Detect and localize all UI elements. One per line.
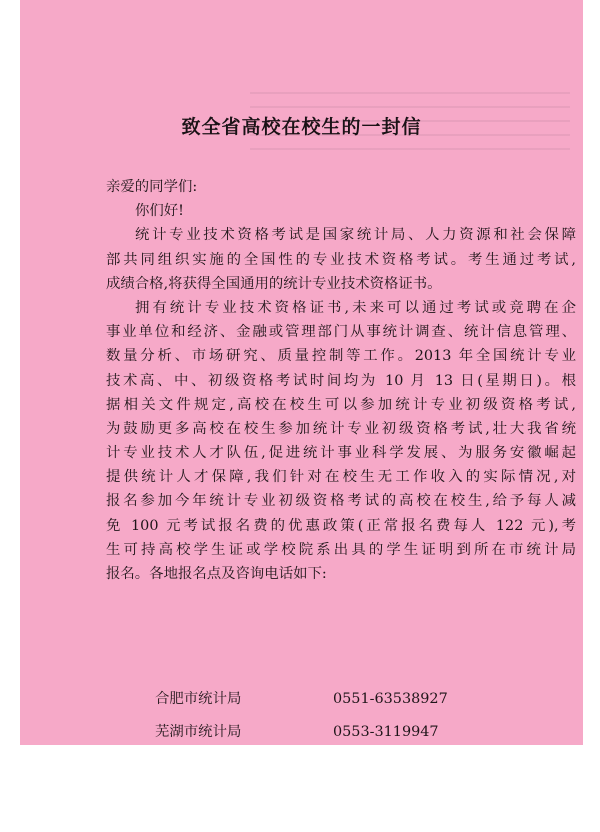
paragraph2-line: 据相关文件规定,高校在校生可以参加统计专业初级资格考试, xyxy=(106,396,576,413)
paragraph2-line: 计专业技术人才队伍,促进统计事业科学发展、为服务安徽崛起 xyxy=(106,445,576,462)
paragraph2-line: 事业单位和经济、金融或管理部门从事统计调查、统计信息管理、 xyxy=(106,324,576,341)
hello: 你们好! xyxy=(135,203,184,220)
contact-row xyxy=(155,716,448,745)
letter-page xyxy=(20,0,583,745)
paragraph2-line: 提供统计人才保障,我们针对在校生无工作收入的实际情况,对 xyxy=(106,469,576,486)
contact-phone: 0553-3119947 xyxy=(333,724,439,740)
paragraph2-line: 报名。各地报名点及咨询电话如下: xyxy=(106,566,327,582)
greeting: 亲爱的同学们: xyxy=(106,179,198,195)
contact-list xyxy=(155,683,448,745)
paragraph2-line: 技术高、中、初级资格考试时间均为 10 月 13 日(星期日)。根 xyxy=(106,372,576,389)
paragraph2-line: 为鼓励更多高校在校生参加统计专业初级资格考试,壮大我省统 xyxy=(106,420,576,437)
paragraph2-line: 免 100 元考试报名费的优惠政策(正常报名费每人 122 元),考 xyxy=(106,517,576,534)
paragraph1-line: 部共同组织实施的全国性的专业技术资格考试。考生通过考试, xyxy=(106,251,576,268)
contact-phone: 0551-63538927 xyxy=(333,691,448,707)
paragraph1-line: 成绩合格,将获得全国通用的统计专业技术资格证书。 xyxy=(106,275,442,292)
contact-name: 合肥市统计局 xyxy=(155,691,242,707)
paragraph2-line: 拥有统计专业技术资格证书,未来可以通过考试或竞聘在企 xyxy=(135,299,576,316)
paragraph2-line: 生可持高校学生证或学校院系出具的学生证明到所在市统计局 xyxy=(106,541,576,558)
contact-row xyxy=(155,683,448,716)
paragraph2-line: 报名参加今年统计专业初级资格考试的高校在校生,给予每人减 xyxy=(106,493,576,510)
paragraph2-line: 数量分析、市场研究、质量控制等工作。2013 年全国统计专业 xyxy=(106,348,576,365)
paragraph1-line: 统计专业技术资格考试是国家统计局、人力资源和社会保障 xyxy=(135,227,576,244)
letter-title: 致全省高校在校生的一封信 xyxy=(181,116,422,138)
contact-name: 芜湖市统计局 xyxy=(155,724,242,740)
letter-body xyxy=(106,175,576,586)
